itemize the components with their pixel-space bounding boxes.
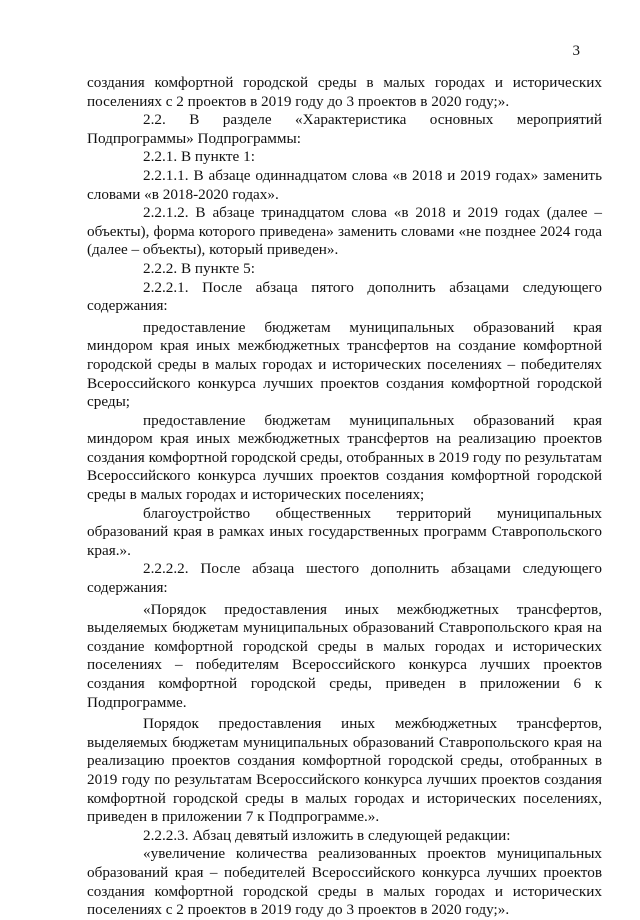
paragraph-budget-transfers-2: предоставление бюджетам муниципальных образований края миндором края иных межбюджетных трансфертов на реализацию проектов создания комфортной городской среды, отобранных в 2019 году по результатам Всероссийского конкурса лучших проектов создания комфортной городской среды в малых городах и исторических поселениях;: [87, 411, 602, 504]
paragraph-2-2-2-2: 2.2.2.2. После абзаца шестого дополнить абзацами следующего содержания:: [87, 560, 602, 597]
paragraph-section-2-2: 2.2. В разделе «Характеристика основных мероприятий Подпрограммы» Подпрограммы:: [87, 111, 602, 147]
paragraph-2-2-2: 2.2.2. В пункте 5:: [143, 259, 255, 277]
document-body: [87, 74, 602, 920]
paragraph-procedure-1: «Порядок предоставления иных межбюджетных трансфертов, выделяемых бюджетам муниципальных образований Ставропольского края на создание комфортной городской среды в малых городах и исторических поселениях – победителям Всероссийского конкурса лучших проектов создания комфортной городской среды, приведен в приложении 6 к Подпрограмме.: [87, 600, 602, 711]
paragraph-2-2-2-3: 2.2.2.3. Абзац девятый изложить в следующей редакции:: [143, 826, 511, 844]
paragraph-2-2-1-2: 2.2.1.2. В абзаце тринадцатом слова «в 2018 и 2019 годах (далее – объекты), форма которого приведена» заменить словами «не позднее 2024 года (далее – объекты), который приведен».: [87, 204, 602, 259]
paragraph-new-wording: «увеличение количества реализованных проектов муниципальных образований края – победителей Всероссийского конкурса лучших проектов создания комфортной городской среды в малых городах и исторических поселениях с 2 проектов в 2019 году до 3 проектов в 2020 году;».: [87, 845, 602, 919]
paragraph-procedure-2: Порядок предоставления иных межбюджетных трансфертов, выделяемых бюджетам муниципальных образований Ставропольского края на реализацию проектов создания комфортной городской среды, отобранных в 2019 году по результатам Всероссийского конкурса лучших проектов создания комфортной городской среды в малых городах и исторических поселениях, приведен в приложении 7 к Подпрограмме.».: [87, 715, 602, 826]
paragraph-2-2-2-1: 2.2.2.1. После абзаца пятого дополнить абзацами следующего содержания:: [87, 278, 602, 315]
paragraph-continuation: создания комфортной городской среды в малых городах и исторических поселениях с 2 проектов в 2019 году до 3 проектов в 2020 году;».: [87, 74, 602, 110]
paragraph-public-territories: благоустройство общественных территорий муниципальных образований края в рамках иных государственных программ Ставропольского края.».: [87, 504, 602, 559]
page-number: 3: [572, 43, 580, 59]
paragraph-budget-transfers-1: предоставление бюджетам муниципальных образований края миндором края иных межбюджетных трансфертов на создание комфортной городской среды в малых городах и исторических поселениях – победителях Всероссийского конкурса лучших проектов создания комфортной городской среды;: [87, 318, 602, 411]
paragraph-2-2-1: 2.2.1. В пункте 1:: [143, 148, 255, 166]
paragraph-2-2-1-1: 2.2.1.1. В абзаце одиннадцатом слова «в 2018 и 2019 годах» заменить словами «в 2018-2020 годах».: [87, 166, 602, 203]
